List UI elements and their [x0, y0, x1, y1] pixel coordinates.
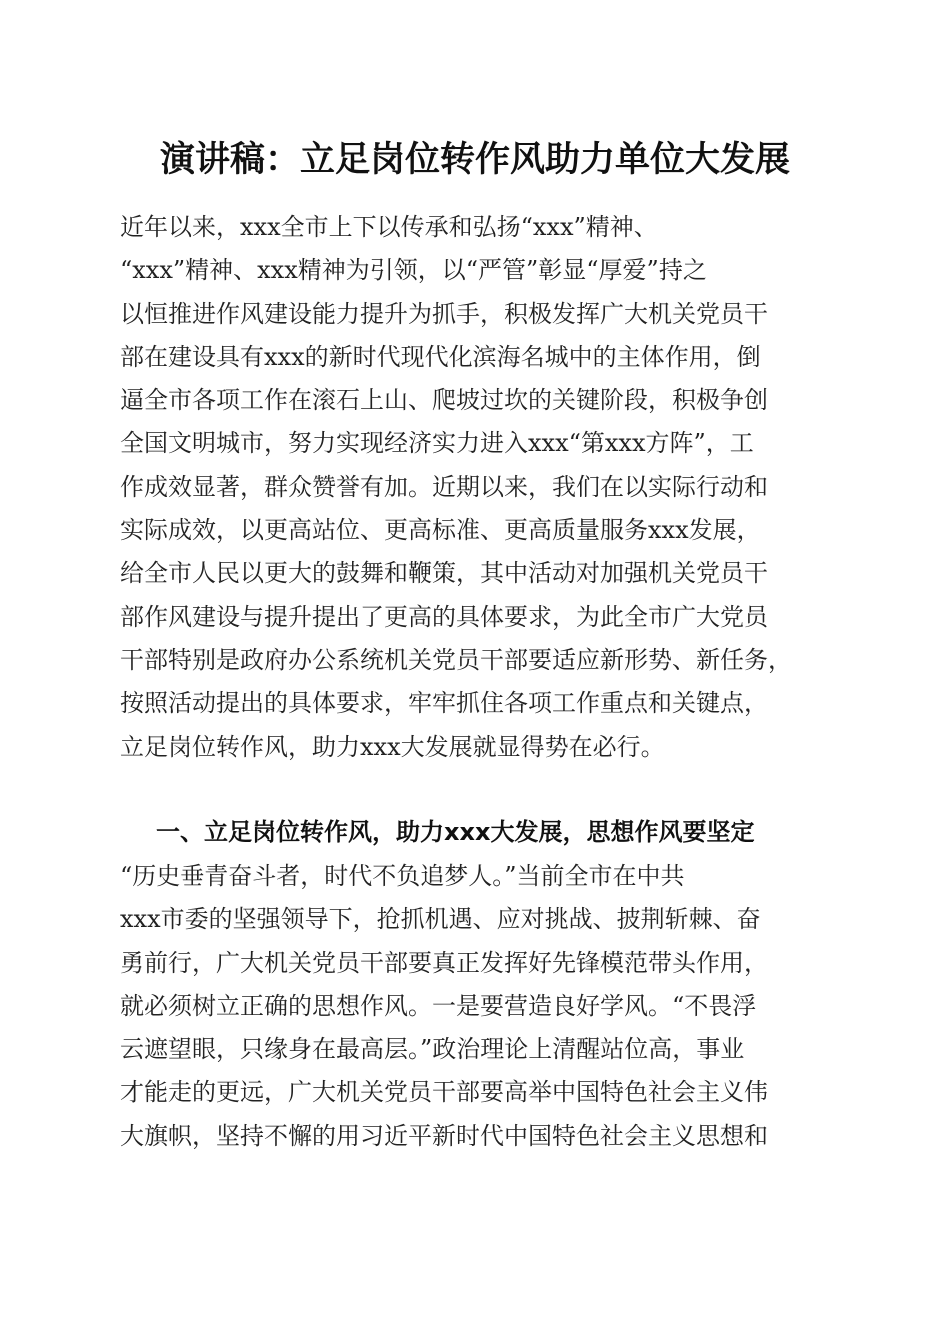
- paragraph-line: 勇前行，广大机关党员干部要真正发挥好先锋模范带头作用，: [120, 948, 768, 977]
- paragraph-line: xxx市委的坚强领导下，抢抓机遇、应对挑战、披荆斩棘、奋: [120, 905, 761, 934]
- paragraph-line: 作成效显著，群众赞誉有加。近期以来，我们在以实际行动和: [120, 472, 768, 501]
- paragraph-line: 以恒推进作风建设能力提升为抓手，积极发挥广大机关党员干: [120, 299, 768, 328]
- document-title: 演讲稿：立足岗位转作风助力单位大发展: [159, 139, 790, 180]
- paragraph-line: 大旗帜，坚持不懈的用习近平新时代中国特色社会主义思想和: [120, 1121, 768, 1150]
- section-heading: 一、立足岗位转作风，助力xxx大发展，思想作风要坚定: [156, 818, 755, 846]
- paragraph-line: 逼全市各项工作在滚石上山、爬坡过坎的关键阶段，积极争创: [120, 386, 768, 415]
- section-paragraph: [120, 855, 830, 1158]
- paragraph-line: 部作风建设与提升提出了更高的具体要求，为此全市广大党员: [120, 602, 768, 631]
- paragraph-line: 全国文明城市，努力实现经济实力进入xxx“第xxx方阵”，工: [120, 429, 754, 458]
- paragraph-line: 近年以来，xxx全市上下以传承和弘扬“xxx”精神、: [120, 213, 658, 241]
- paragraph-line: 按照活动提出的具体要求，牢牢抓住各项工作重点和关键点，: [120, 689, 768, 718]
- paragraph-line: 才能走的更远，广大机关党员干部要高举中国特色社会主义伟: [120, 1078, 768, 1107]
- paragraph-line: 实际成效，以更高站位、更高标准、更高质量服务xxx发展，: [120, 516, 761, 545]
- paragraph-line: “历史垂青奋斗者，时代不负追梦人。”当前全市在中共: [120, 862, 685, 890]
- paragraph-line: 部在建设具有xxx的新时代现代化滨海名城中的主体作用，倒: [120, 342, 761, 371]
- paragraph-line: 就必须树立正确的思想作风。一是要营造良好学风。“不畏浮: [120, 991, 757, 1020]
- paragraph-line: 立足岗位转作风，助力xxx大发展就显得势在必行。: [120, 732, 665, 761]
- paragraph-line: 云遮望眼，只缘身在最高层。”政治理论上清醒站位高，事业: [120, 1035, 745, 1064]
- intro-paragraph: [120, 206, 830, 769]
- paragraph-line: 给全市人民以更大的鼓舞和鞭策，其中活动对加强机关党员干: [120, 559, 768, 588]
- paragraph-line: “xxx”精神、xxx精神为引领，以“严管”彰显“厚爱”持之: [120, 256, 707, 285]
- paragraph-line: 干部特别是政府办公系统机关党员干部要适应新形势、新任务，: [120, 645, 792, 674]
